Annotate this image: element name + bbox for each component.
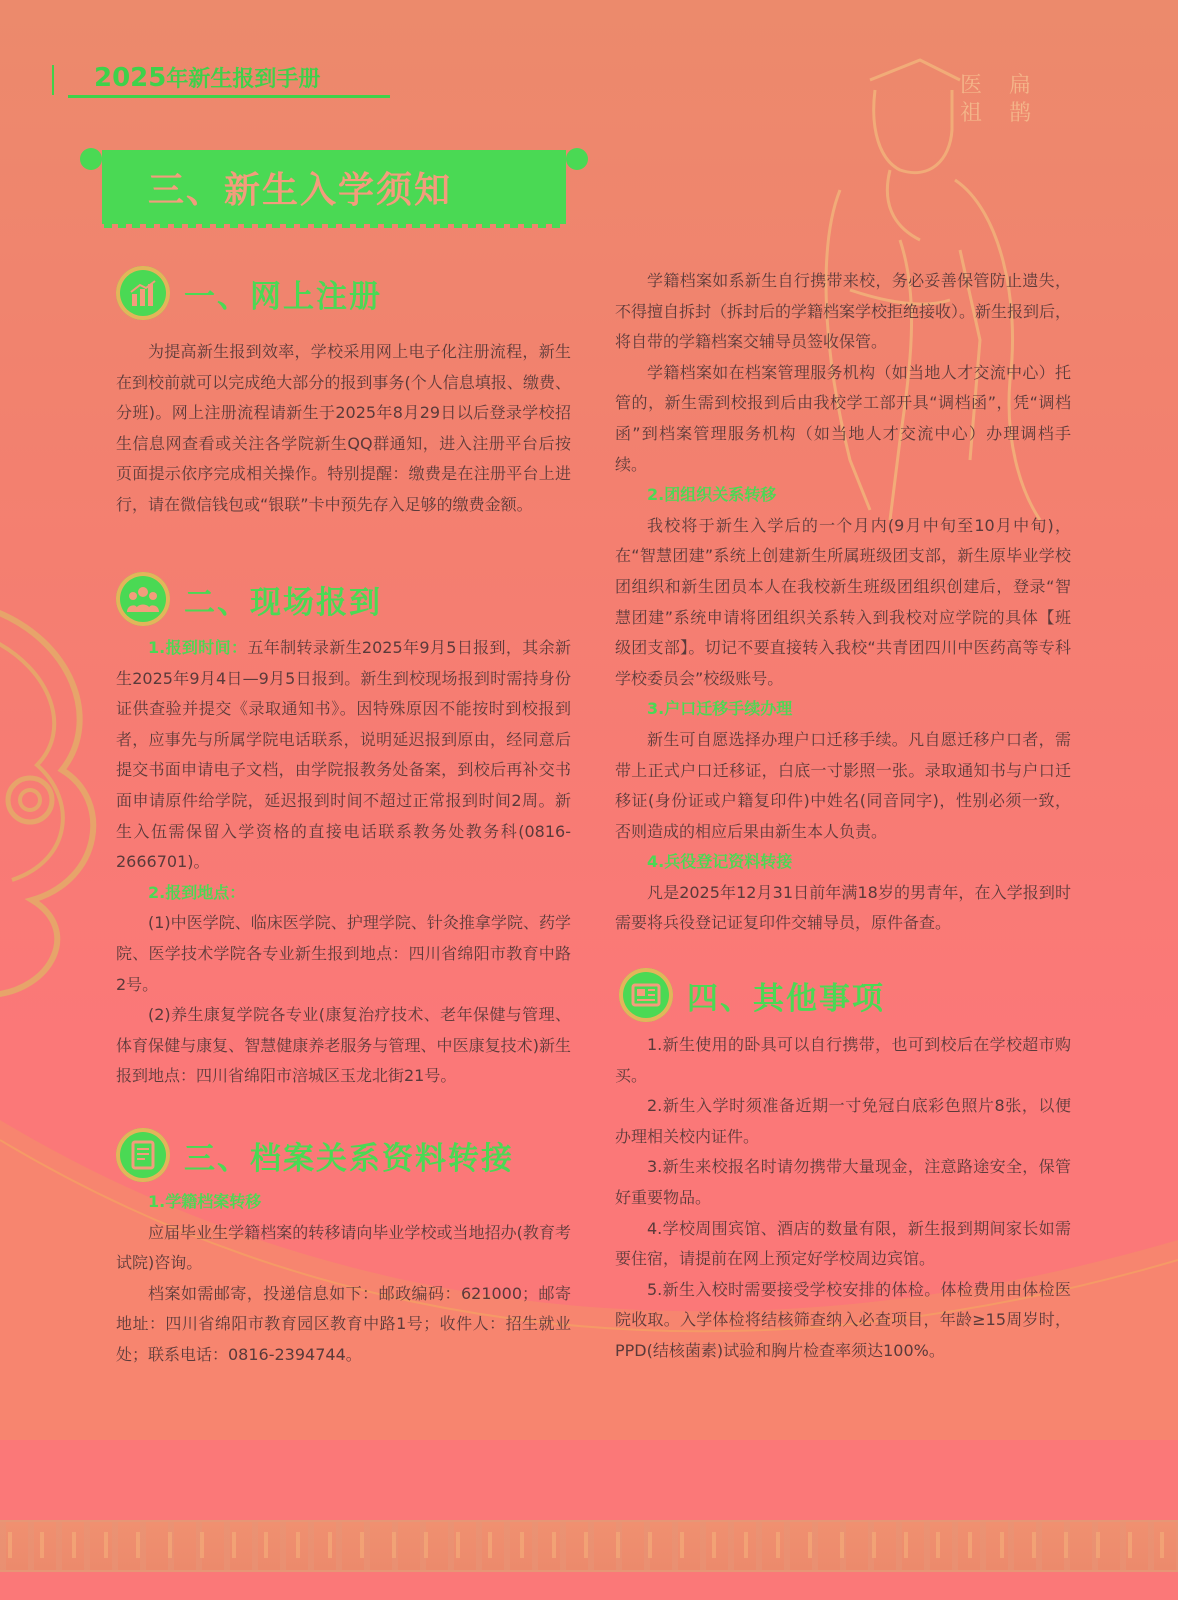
banner-fringe [104, 222, 564, 228]
section-2-body [116, 633, 571, 1092]
archive-transfer-text-4: 学籍档案如在档案管理服务机构（如当地人才交流中心）托管的，新生需到校报到后由我校学工部开具“调档函”，凭“调档函”到档案管理服务机构（如当地人才交流中心）办理调档手续。 [615, 362, 1071, 474]
military-text: 凡是2025年12月31日前年满18岁的男青年，在入学报到时需要将兵役登记证复印件交辅导员，原件备查。 [615, 882, 1071, 933]
report-place-text-1: (1)中医学院、临床医学院、护理学院、针灸推拿学院、药学院、医学技术学院各专业新生报到地点：四川省绵阳市教育中路2号。 [116, 913, 571, 994]
chapter-title: 三、新生入学须知 [148, 169, 453, 211]
list-item: 5.新生入校时需要接受学校安排的体检。体检费用由体检医院收取。入学体检将结核筛查纳入必查项目，年龄≥15周岁时，PPD(结核菌素)试验和胸片检查率须达100%。 [615, 1279, 1071, 1360]
section-3-heading [116, 1128, 514, 1182]
archive-transfer-text-2: 档案如需邮寄，投递信息如下：邮政编码：621000；邮寄地址：四川省绵阳市教育园区教育中路1号；收件人：招生就业处；联系电话：0816-2394744。 [116, 1283, 571, 1364]
document-icon [116, 1128, 170, 1182]
section-3-body-left [116, 1187, 571, 1371]
section-1-body [116, 337, 571, 521]
league-transfer-text: 我校将于新生入学后的一个月内(9月中旬至10月中旬)，在“智慧团建”系统上创建新生所属班级团支部，新生原毕业学校团组织和新生团员本人在我校新生班级团组织创建后，登录“智慧团建”系统申请将团组织关系转入到我校对应学院的具体【班级团支部】。切记不要直接转入我校“共青团四川中医药高等专科学校委员会”校级账号。 [615, 515, 1071, 688]
archive-transfer-text-1: 应届毕业生学籍档案的转移请向毕业学校或当地招办(教育考试院)咨询。 [116, 1222, 571, 1273]
report-place-subheading: 2.报到地点： [148, 882, 246, 902]
section-1-heading [116, 266, 382, 320]
vertical-caption [960, 72, 1041, 128]
handbook-title [68, 62, 390, 98]
chapter-banner [104, 152, 564, 222]
hukou-subheading: 3.户口迁移手续办理 [647, 699, 793, 719]
list-item: 3.新生来校报名时请勿携带大量现金，注意路途安全，保管好重要物品。 [615, 1157, 1071, 1207]
section-1-paragraph: 为提高新生报到效率，学校采用网上电子化注册流程，新生在到校前就可以完成绝大部分的报到事务(个人信息填报、缴费、分班)。网上注册流程请新生于2025年8月29日以后登录学校招生信息网查看或关注各学院新生QQ群通知，进入注册平台后按页面提示依序完成相关操作。特别提醒：缴费是在注册平台上进行，请在微信钱包或“银联”卡中预先存入足够的缴费金额。 [116, 342, 571, 514]
section-1-title: 一、网上注册 [184, 278, 382, 315]
section-3-body-right [615, 266, 1071, 939]
hukou-text: 新生可自愿选择办理户口迁移手续。凡自愿迁移户口者，需带上正式户口迁移证，白底一寸影照一张。录取通知书与户口迁移证(身份证或户籍复印件)中姓名(同音同字)，性别必须一致，否则造成的相应后果由新生本人负责。 [615, 729, 1071, 841]
archive-transfer-subheading: 1.学籍档案转移 [148, 1192, 262, 1211]
league-transfer-subheading: 2.团组织关系转移 [647, 485, 777, 505]
page-header [52, 62, 390, 98]
chart-icon [116, 266, 170, 320]
handbook-title-text: 年新生报到手册 [166, 67, 321, 92]
report-time-subheading: 1.报到时间： [148, 638, 248, 657]
list-item: 2.新生入学时须准备近期一寸免冠白底彩色照片8张，以便办理相关校内证件。 [615, 1096, 1071, 1146]
report-place-text-2: (2)养生康复学院各专业(康复治疗技术、老年保健与管理、体育保健与康复、智慧健康养老服务与管理、中医康复技术)新生报到地点：四川省绵阳市涪城区玉龙北街21号。 [116, 1005, 571, 1086]
section-2-title: 二、现场报到 [184, 584, 382, 621]
bottom-pattern-band [0, 1520, 1178, 1572]
cloud-pattern-icon [0, 600, 112, 1000]
section-4-title: 四、其他事项 [687, 980, 885, 1017]
archive-transfer-text-3: 学籍档案如系新生自行携带来校，务必妥善保管防止遗失，不得擅自拆封（拆封后的学籍档案学校拒绝接收）。新生报到后，将自带的学籍档案交辅导员签收保管。 [615, 271, 1072, 352]
section-3-title: 三、档案关系资料转接 [184, 1140, 514, 1177]
handbook-year: 2025 [94, 63, 167, 93]
newspaper-icon [619, 968, 673, 1022]
list-item: 1.新生使用的卧具可以自行携带，也可到校后在学校超市购买。 [615, 1035, 1071, 1085]
header-bar [52, 65, 54, 95]
list-item: 4.学校周围宾馆、酒店的数量有限，新生报到期间家长如需要住宿，请提前在网上预定好学校周边宾馆。 [615, 1218, 1071, 1269]
caption-line-2: 祖 鹊 [960, 101, 1041, 126]
section-2-heading [116, 572, 382, 626]
people-icon [116, 572, 170, 626]
caption-line-1: 医 扁 [960, 73, 1041, 98]
section-4-body [615, 1030, 1071, 1367]
section-4-heading [619, 968, 885, 1022]
report-time-text: 五年制转录新生2025年9月5日报到，其余新生2025年9月4日—9月5日报到。新生到校现场报到时需持身份证供查验并提交《录取通知书》。因特殊原因不能按时到校报到者，应事先与所属学院电话联系，说明延迟报到原由，经同意后提交书面申请电子文档，由学院报教务处备案，到校后再补交书面申请原件给学院，延迟报到时间不超过正常报到时间2周。新生入伍需保留入学资格的直接电话联系教务处教务科(0816-2666701)。 [116, 638, 571, 872]
military-subheading: 4.兵役登记资料转接 [647, 852, 793, 872]
